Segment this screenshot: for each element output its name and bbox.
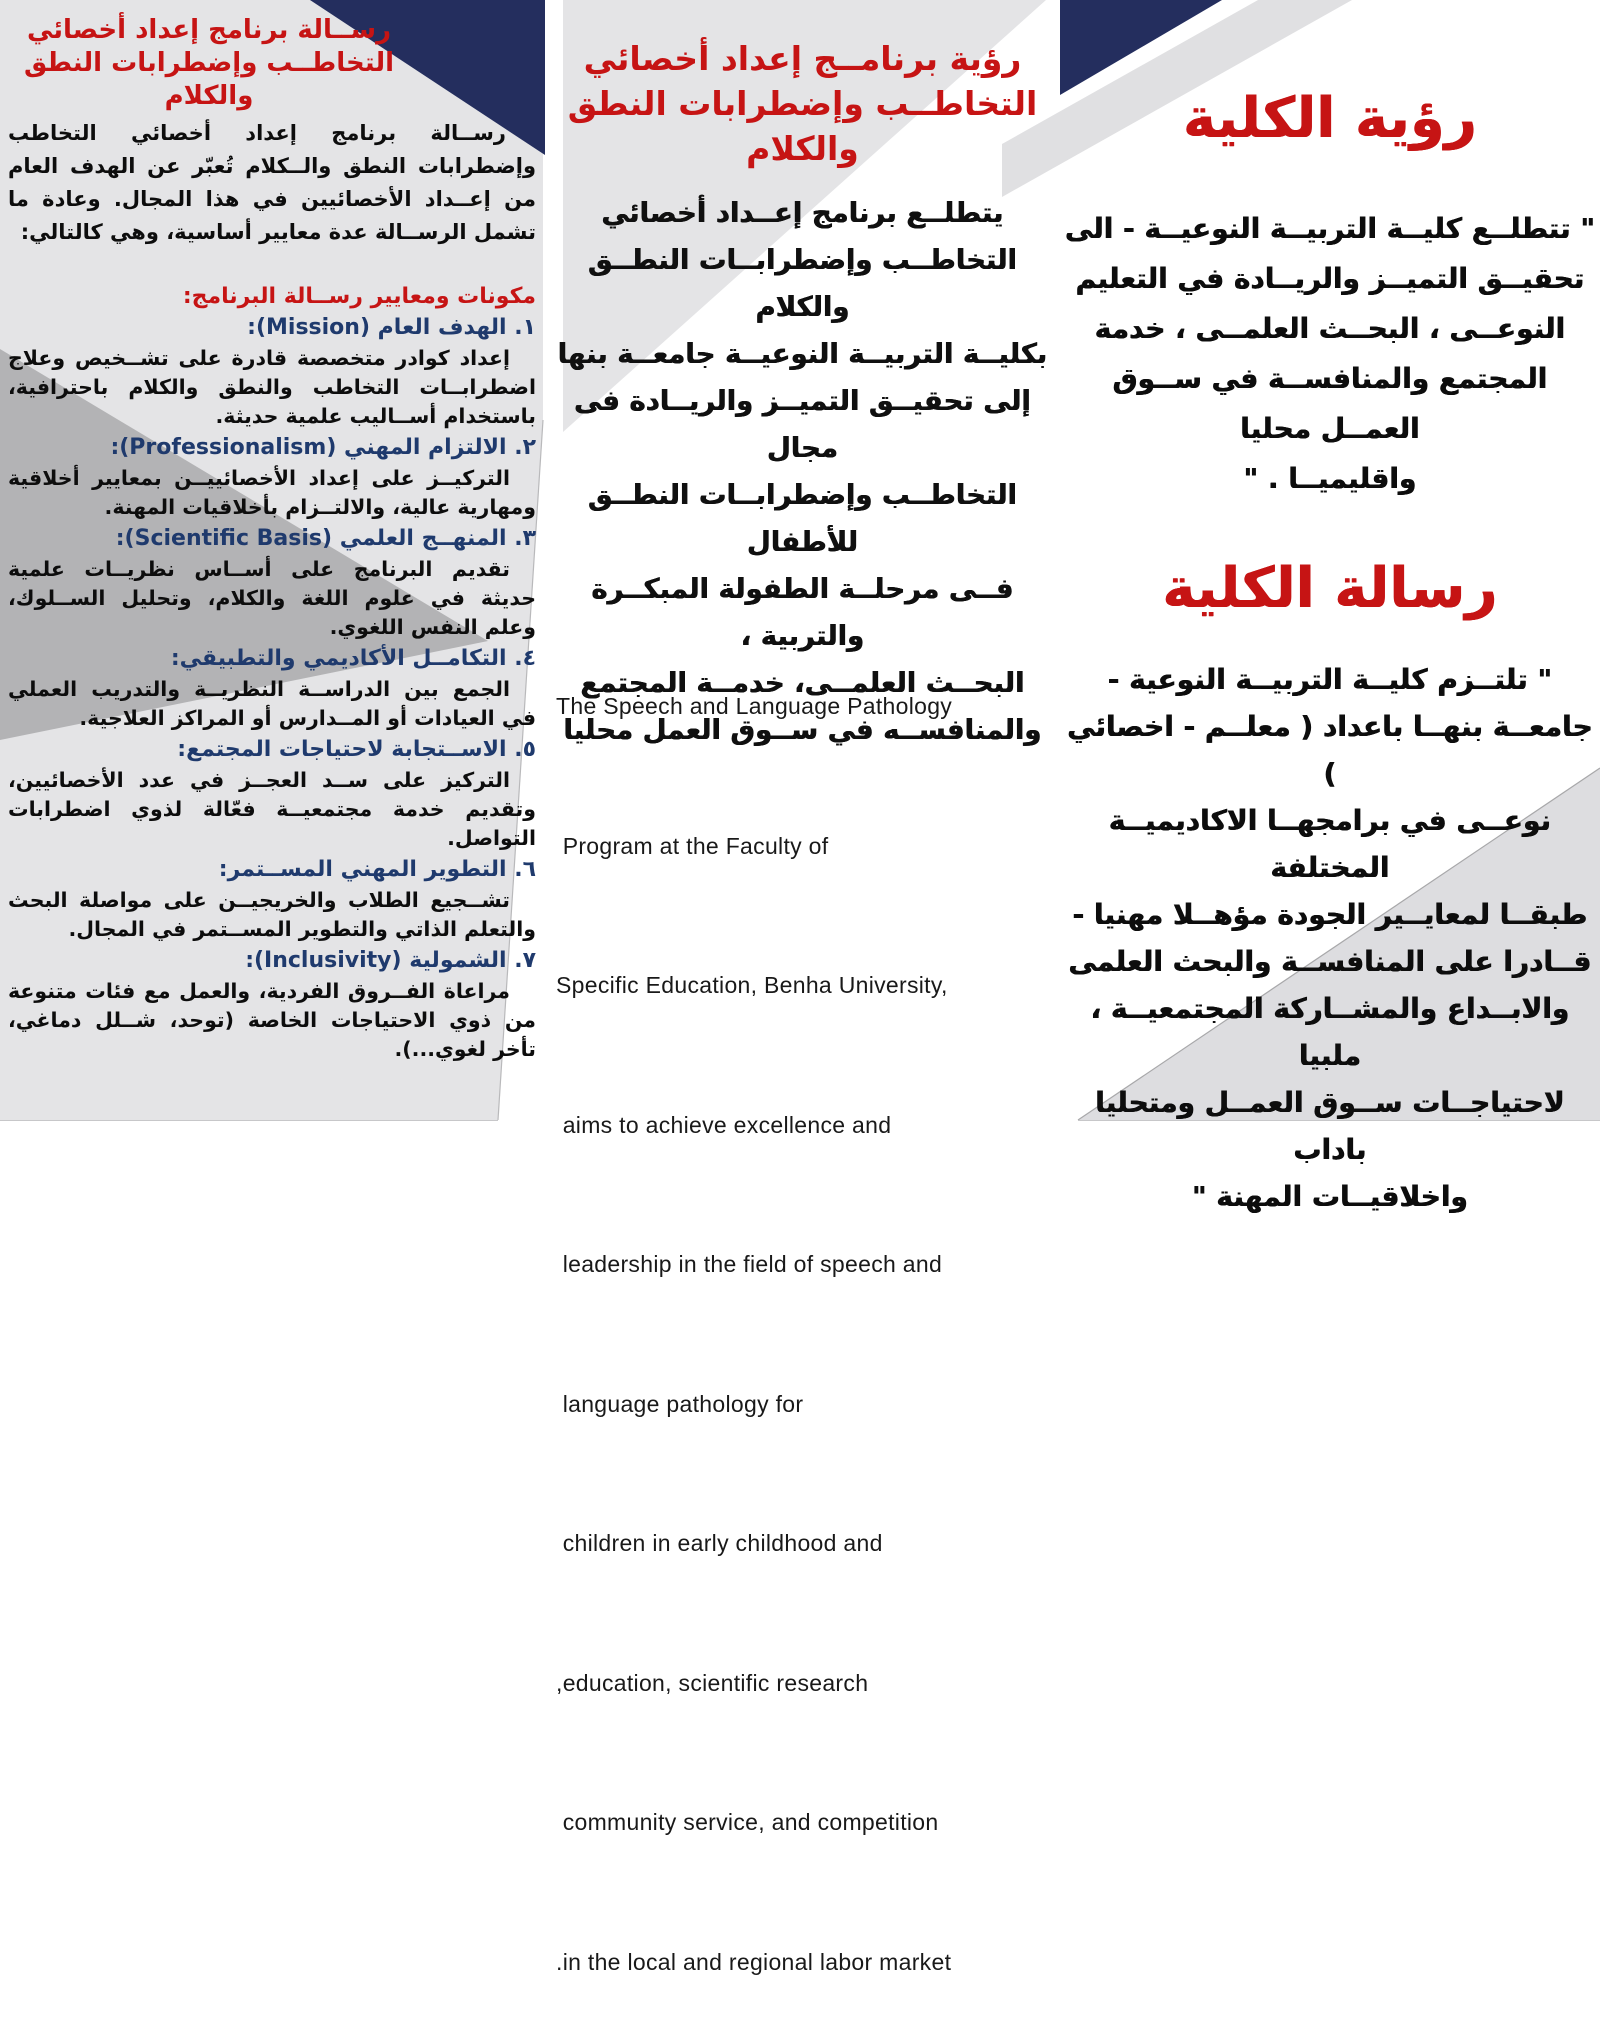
list-item-body: إعداد كوادر متخصصة قادرة على تشــخيص وعلاج اضطرابــات التخاطب والنطق والكلام باحترافية، باستخدام أســاليب علمية حديثة. (8, 346, 536, 428)
faculty-vision-line: النوعــى ، البحــث العلمــى ، خدمة (1094, 312, 1566, 345)
program-vision-english-text (556, 590, 1056, 2032)
vision-english-line: language pathology for (556, 1390, 804, 1417)
list-item-body: تقديم البرنامج على أســاس نظريــات علمية حديثة في علوم اللغة والكلام، وتحليل الســلوك، وعلم النفس اللغوي. (8, 557, 536, 639)
faculty-mission-line: واخلاقيــات المهنة " (1192, 1180, 1468, 1213)
list-item-heading: ٤. التكامــل الأكاديمي والتطبيقي: (170, 646, 536, 671)
list-item-body: التركيز على ســد العجــز في عدد الأخصائيين، وتقديم خدمة مجتمعيــة فعّالة لذوي اضطرابات التواصل. (8, 768, 536, 850)
faculty-mission-line: جامعــة بنهــا باعداد ( معلــم - اخصائي ) (1067, 710, 1593, 790)
vision-arabic-line: التخاطــب وإضطرابــات النطــق والكلام (588, 244, 1017, 323)
program-mission-title-line: التخاطــب وإضطرابات النطق (24, 48, 394, 78)
program-vision-title-line: والكلام (746, 129, 859, 168)
vision-arabic-line: البحــث العلمــى، خدمــة المجتمع (580, 667, 1025, 699)
faculty-vision-text (1062, 204, 1598, 504)
program-vision-title (545, 36, 1060, 171)
list-item (8, 643, 536, 733)
program-mission-title-line: رســالة برنامج إعداد أخصائي (26, 15, 392, 45)
vision-english-line: community service, and competition (556, 1809, 939, 1835)
vision-arabic-line: إلى تحقيــق التميــز والريــادة فى مجال (574, 385, 1031, 464)
faculty-mission-line: لاحتياجــات ســوق العمــل ومتحليا باداب (1095, 1086, 1565, 1166)
faculty-vision-line: تحقيــق التميــز والريــادة في التعليم (1075, 262, 1585, 295)
vision-english-line: children in early childhood and (556, 1530, 883, 1556)
vision-english-line: aims to achieve excellence and (556, 1111, 892, 1138)
program-vision-title-line: التخاطــب وإضطرابات النطق (567, 84, 1038, 123)
vision-english-line: Specific Education, Benha University, (556, 972, 948, 998)
vision-arabic-line: بكليــة التربيــة النوعيــة جامعــة بنها (557, 338, 1048, 370)
list-item-heading: ٧. الشمولية (Inclusivity): (245, 948, 536, 973)
list-item-body: الجمع بين الدراســة النظريــة والتدريب العملي في العيادات أو المــدارس أو المراكز العلاجية. (8, 677, 536, 730)
faculty-mission-line: قــادرا على المنافســة والبحث العلمى (1068, 945, 1592, 978)
faculty-mission-line: " تلتــزم كليــة التربيــة النوعية - (1107, 663, 1553, 696)
list-item (8, 854, 536, 944)
faculty-vision-line: " تتطلــع كليــة التربيــة النوعيــة - الى (1064, 212, 1596, 245)
list-item-body: مراعاة الفــروق الفردية، والعمل مع فئات متنوعة من ذوي الاحتياجات الخاصة (توحد، شــلل دماغي، تأخر لغوي...). (8, 979, 536, 1061)
faculty-mission-line: والابــداع والمشــاركة المجتمعيــة ، ملبيا (1090, 992, 1570, 1072)
vision-arabic-line: التخاطــب وإضطرابــات النطــق للأطفال (588, 479, 1017, 558)
faculty-vision-line: المجتمع والمنافســة في ســوق العمــل محليا (1112, 362, 1548, 445)
vision-arabic-line: فــى مرحلــة الطفولة المبكــرة والتربية ، (591, 573, 1014, 652)
list-item-body: تشــجيع الطلاب والخريجيــن على مواصلة البحث والتعلم الذاتي والتطوير المســتمر في المجال. (8, 888, 536, 941)
list-item-heading: ٣. المنهــج العلمي (Scientific Basis): (115, 526, 536, 551)
list-item (8, 523, 536, 642)
faculty-mission-line: نوعــى في برامجهــا الاكاديميــة المختلفة (1108, 804, 1552, 884)
faculty-mission-title: رسالة الكلية (1162, 556, 1498, 621)
vision-english-line: leadership in the field of speech and (556, 1251, 943, 1277)
faculty-vision-title: رؤية الكلية (1183, 86, 1477, 151)
list-item-heading: ٢. الالتزام المهني (Professionalism): (110, 435, 536, 460)
list-item-body: التركيــز على إعداد الأخصائييــن بمعايير أخلاقية ومهارية عالية، والالتــزام بأخلاقيات المهنة. (8, 466, 536, 519)
program-mission-title-line: والكلام (164, 81, 254, 111)
program-mission-title (4, 14, 414, 113)
vision-english-line: Program at the Faculty of (556, 832, 829, 859)
vision-arabic-line: والمنافســه في ســوق العمل محليا (563, 714, 1042, 746)
list-item (8, 945, 536, 1064)
faculty-mission-line: طبقــا لمعايــير الجودة مؤهــلا مهنيا - (1072, 898, 1588, 931)
vision-english-line: The Speech and Language Pathology (556, 693, 953, 719)
list-item (8, 312, 536, 431)
list-item-heading: ٥. الاســتجابة لاحتياجات المجتمع: (177, 737, 536, 762)
program-criteria-subtitle: مكونات ومعايير رســالة البرنامج: (182, 284, 536, 309)
program-vision-title-line: رؤية برنامــج إعداد أخصائي (583, 39, 1022, 78)
program-mission-content (8, 117, 536, 1065)
faculty-vision-line: واقليميــا . " (1243, 462, 1417, 495)
faculty-mission-text (1062, 656, 1598, 1220)
vision-english-line: ,education, scientific research (556, 1669, 869, 1696)
program-mission-intro: رســالة برنامج إعداد أخصائي التخاطب وإضطرابات النطق والــكلام تُعبّر عن الهدف العام من إعــداد الأخصائيين في هذا المجال. وعادة ما تشمل الرســالة عدة معايير أساسية، وهي كالتالي: (8, 121, 536, 244)
vision-arabic-line: يتطلــع برنامج إعــداد أخصائي (601, 197, 1004, 229)
list-item-heading: ٦. التطوير المهني المســتمر: (218, 857, 536, 882)
list-item-heading: ١. الهدف العام (Mission): (247, 315, 536, 340)
list-item (8, 734, 536, 853)
vision-english-line: .in the local and regional labor market (556, 1948, 952, 1975)
list-item (8, 432, 536, 522)
